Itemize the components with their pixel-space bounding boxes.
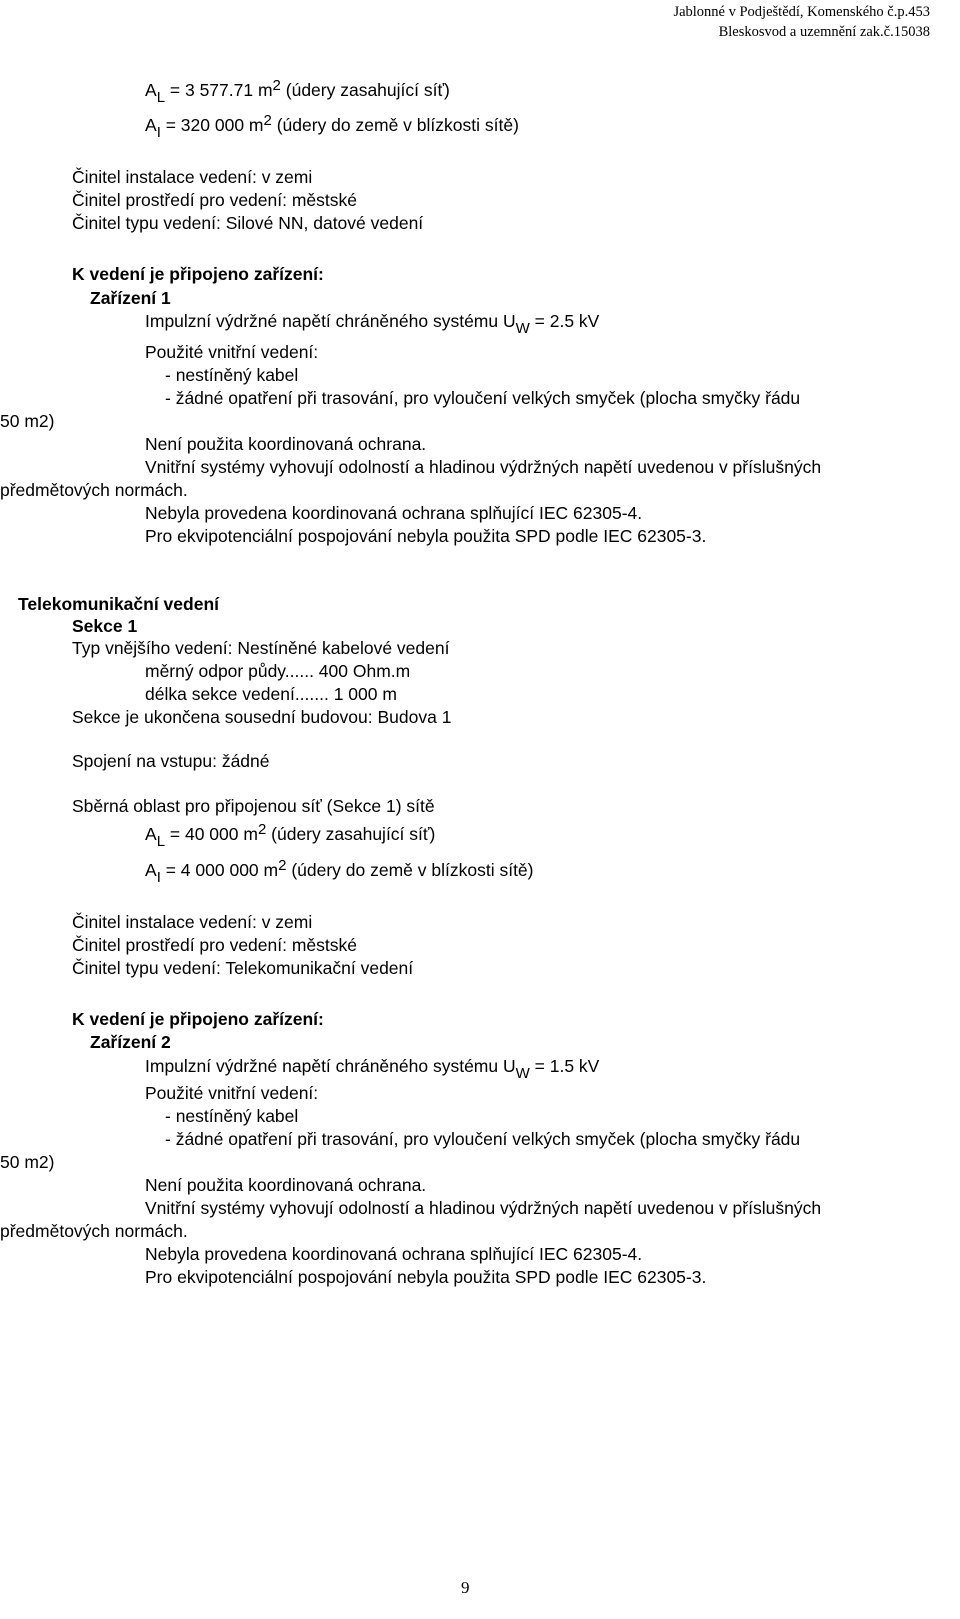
- telecom-area-ai: AI = 4 000 000 m2 (údery do země v blízkosti sítě): [145, 857, 534, 886]
- page-number: 9: [461, 1578, 470, 1597]
- telecom-measure: - žádné opatření při trasování, pro vyloučení velkých smyček (plocha smyčky řádu: [165, 1129, 801, 1149]
- telecom-iec-62305-4: Nebyla provedena koordinovaná ochrana splňující IEC 62305-4.: [145, 1244, 643, 1264]
- power-measure: - žádné opatření při trasování, pro vyloučení velkých smyček (plocha smyčky řádu: [165, 388, 801, 408]
- telecom-collection: Sběrná oblast pro připojenou síť (Sekce 1) sítě: [72, 796, 435, 816]
- power-withstand-voltage: Impulzní výdržné napětí chráněného systému UW = 2.5 kV: [145, 311, 600, 337]
- power-area-al: AL = 3 577.71 m2 (údery zasahující síť): [145, 77, 450, 106]
- power-iec-62305-3: Pro ekvipotenciální pospojování nebyla použita SPD podle IEC 62305-3.: [145, 526, 707, 546]
- telecom-factor-environment: Činitel prostředí pro vedení: městské: [72, 935, 357, 955]
- telecom-measure-cont: 50 m2): [0, 1152, 55, 1172]
- power-factor-type: Činitel typu vedení: Silové NN, datové vedení: [72, 213, 424, 233]
- telecom-heading: Telekomunikační vedení: [18, 594, 219, 614]
- power-coordination: Není použita koordinovaná ochrana.: [145, 434, 427, 454]
- telecom-coordination: Není použita koordinovaná ochrana.: [145, 1175, 427, 1195]
- power-area-ai: AI = 320 000 m2 (údery do země v blízkosti sítě): [145, 112, 519, 141]
- power-internal-heading: Použité vnitřní vedení:: [145, 342, 319, 362]
- telecom-connected-heading: K vedení je připojeno zařízení:: [72, 1009, 324, 1029]
- telecom-area-al: AL = 40 000 m2 (údery zasahující síť): [145, 821, 436, 850]
- telecom-input: Spojení na vstupu: žádné: [72, 751, 270, 771]
- telecom-outer-type: Typ vnějšího vedení: Nestíněné kabelové vedení: [72, 638, 450, 658]
- power-device-title: Zařízení 1: [90, 288, 171, 308]
- power-cable: - nestíněný kabel: [165, 365, 299, 385]
- power-factor-installation: Činitel instalace vedení: v zemi: [72, 167, 313, 187]
- telecom-iec-62305-3: Pro ekvipotenciální pospojování nebyla použita SPD podle IEC 62305-3.: [145, 1267, 707, 1287]
- telecom-withstand-voltage: Impulzní výdržné napětí chráněného systému UW = 1.5 kV: [145, 1056, 600, 1082]
- telecom-systems: Vnitřní systémy vyhovují odolností a hladinou výdržných napětí uvedenou v příslušných: [145, 1198, 822, 1218]
- telecom-section-title: Sekce 1: [72, 616, 138, 636]
- telecom-internal-heading: Použité vnitřní vedení:: [145, 1083, 319, 1103]
- telecom-resistivity: měrný odpor půdy...... 400 Ohm.m: [145, 661, 411, 681]
- telecom-factor-type: Činitel typu vedení: Telekomunikační vedení: [72, 958, 414, 978]
- power-factor-environment: Činitel prostředí pro vedení: městské: [72, 190, 357, 210]
- telecom-terminated: Sekce je ukončena sousední budovou: Budova 1: [72, 707, 452, 727]
- power-measure-cont: 50 m2): [0, 411, 55, 431]
- telecom-cable: - nestíněný kabel: [165, 1106, 299, 1126]
- power-iec-62305-4: Nebyla provedena koordinovaná ochrana splňující IEC 62305-4.: [145, 503, 643, 523]
- power-connected-heading: K vedení je připojeno zařízení:: [72, 264, 324, 284]
- telecom-factor-installation: Činitel instalace vedení: v zemi: [72, 912, 313, 932]
- power-systems-cont: předmětových normách.: [0, 480, 188, 500]
- header-line-2: Bleskosvod a uzemnění zak.č.15038: [718, 24, 930, 40]
- telecom-device-title: Zařízení 2: [90, 1032, 171, 1052]
- telecom-length: délka sekce vedení....... 1 000 m: [145, 684, 397, 704]
- power-systems: Vnitřní systémy vyhovují odolností a hladinou výdržných napětí uvedenou v příslušných: [145, 457, 822, 477]
- header-line-1: Jablonné v Podještědí, Komenského č.p.453: [673, 4, 930, 20]
- telecom-systems-cont: předmětových normách.: [0, 1221, 188, 1241]
